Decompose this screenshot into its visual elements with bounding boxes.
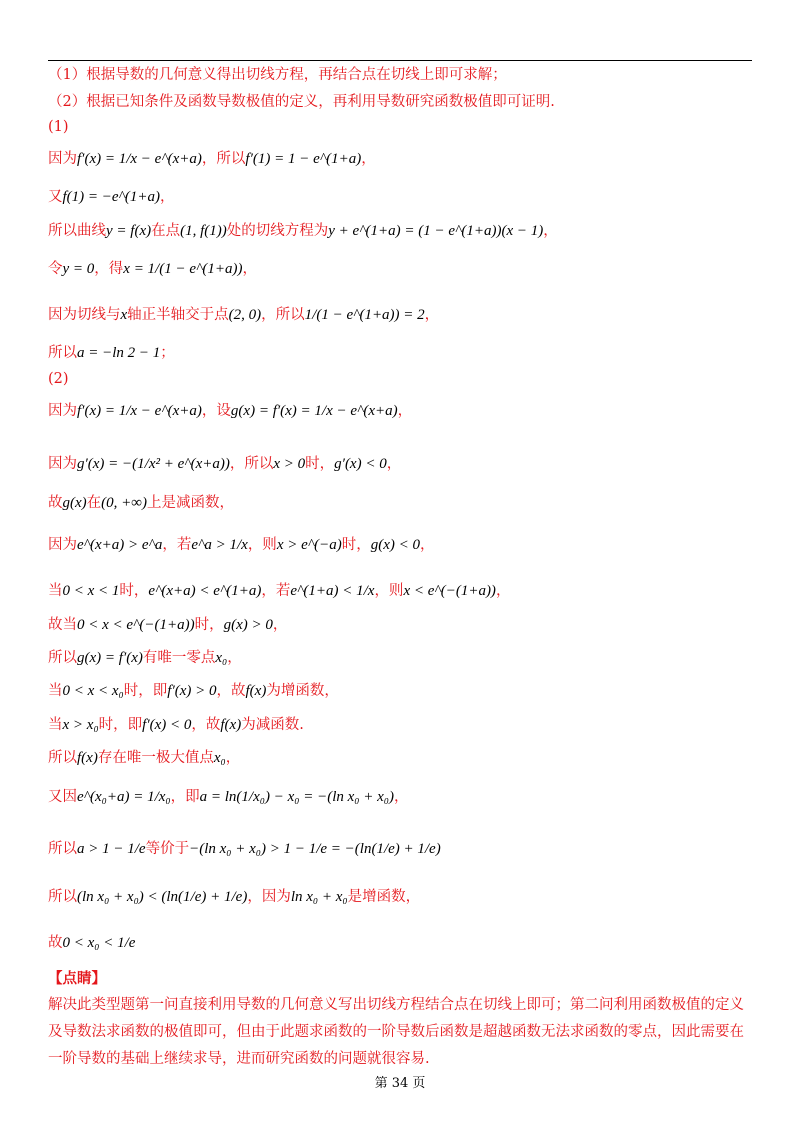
part1-line-1: 因为f′(x) = 1/x − e^(x+a)，所以f′(1) = 1 − e^(1+a)，: [48, 151, 376, 167]
intro-line-1: （1）根据导数的几何意义得出切线方程，再结合点在切线上即可求解；: [48, 67, 507, 83]
part2-line-4: 因为e^(x+a) > e^a，若e^a > 1/x，则x > e^(−a)时，g(x) < 0，: [48, 537, 435, 553]
part2-line-8: 当0 < x < x₀时，即f′(x) > 0，故f(x)为增函数，: [48, 683, 339, 699]
part2-line-5: 当0 < x < 1时，e^(x+a) < e^(1+a)，若e^(1+a) < 1/x，则x < e^(−(1+a))，: [48, 583, 511, 599]
intro-line-2: （2）根据已知条件及函数导数极值的定义，再利用导数研究函数极值即可证明.: [48, 94, 555, 110]
part2-line-2: 因为g′(x) = −(1/x² + e^(x+a))，所以x > 0时，g′(x) < 0，: [48, 456, 402, 472]
part2-line-1: 因为f′(x) = 1/x − e^(x+a)，设g(x) = f′(x) = 1/x − e^(x+a)，: [48, 403, 413, 419]
part2-line-3: 故g(x)在(0, +∞)上是减函数，: [48, 495, 234, 511]
part2-line-12: 所以a > 1 − 1/e等价于−(ln x₀ + x₀) > 1 − 1/e = −(ln(1/e) + 1/e): [48, 841, 441, 857]
part2-line-6: 故当0 < x < e^(−(1+a))时，g(x) > 0，: [48, 617, 288, 633]
part2-line-9: 当x > x₀时，即f′(x) < 0，故f(x)为减函数.: [48, 717, 304, 733]
part1-line-3: 所以曲线y = f(x)在点(1, f(1))处的切线方程为y + e^(1+a) = (1 − e^(1+a))(x − 1)，: [48, 223, 558, 239]
comment-heading: 【点睛】: [48, 970, 106, 987]
part1-line-2: 又f(1) = −e^(1+a)，: [48, 189, 175, 205]
part2-line-11: 又因e^(x₀+a) = 1/x₀，即a = ln(1/x₀) − x₀ = −(ln x₀ + x₀)，: [48, 789, 409, 805]
part2-line-7: 所以g(x) = f′(x)有唯一零点x₀，: [48, 650, 242, 666]
part2-line-13: 所以(ln x₀ + x₀) < (ln(1/e) + 1/e)，因为ln x₀ + x₀是增函数，: [48, 889, 421, 905]
part2-line-14: 故0 < x₀ < 1/e: [48, 935, 136, 951]
page-footer: 第 34 页: [374, 1076, 426, 1091]
part2-line-10: 所以f(x)存在唯一极大值点x₀，: [48, 750, 241, 766]
part1-line-5: 因为切线与x轴正半轴交于点(2, 0)，所以1/(1 − e^(1+a)) = 2，: [48, 307, 440, 323]
comment-paragraph: 解决此类型题第一问直接利用导数的几何意义写出切线方程结合点在切线上即可；第二问利用函数极值的定义及导数法求函数的极值即可，但由于此题求函数的一阶导数后函数是超越函数无法求函数的零点，因此需要在一阶导数的基础上继续求导，进而研究函数的问题就很容易.: [48, 997, 744, 1067]
part1-label: (1): [48, 119, 69, 135]
header-rule: [48, 60, 752, 61]
part1-line-6: 所以a = −ln 2 − 1；: [48, 345, 175, 361]
part2-label: (2): [48, 371, 69, 387]
part1-line-4: 令y = 0，得x = 1/(1 − e^(1+a))，: [48, 261, 257, 277]
